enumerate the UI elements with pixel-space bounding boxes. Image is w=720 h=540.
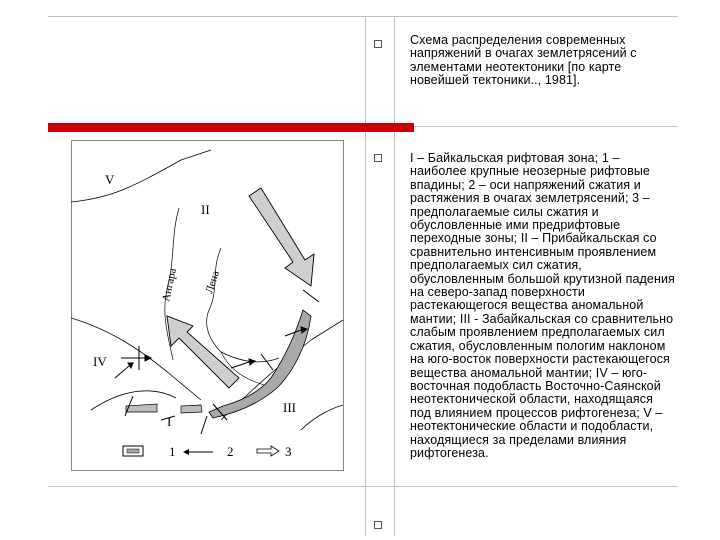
tectonic-stress-map [71, 140, 344, 471]
zone-label-iii: III [283, 400, 296, 415]
figure-caption: Схема распределения современных напряжений в очагах землетрясений с элементами неотектоники [по карте новейшей тектоники.., 1981]. [410, 33, 637, 88]
bottom-rule [48, 486, 678, 487]
column-rule-right [394, 16, 395, 536]
river-label-lena: Лена [203, 269, 222, 295]
zone-label-i: I [167, 414, 172, 429]
legend-description: I – Байкальская рифтовая зона; 1 – наиболее крупные неозерные рифтовые впадины; 2 – оси напряжений сжатия и растяжения в очагах землетрясений; 3 – предполагаемые силы сжатия и обусловленные ими предрифтовые переходные зоны; II – Прибайкальская со сравнительно интенсивным проявлением предполагаемых сил сжатия, обусловленным большой крутизной падения на северо-запад поверхности растекающегося вещества аномальной мантии; III - Забайкальская со сравнительно слабым проявлением предполагаемых сил сжатия, обусловленным пологим наклоном на юго-восток поверхности растекающегося вещества аномальной мантии; IV – юго-восточная подобласть Восточно-Саянской неотектонической области, находящаяся под влиянием процессов рифтогенеза; V – неотектонические области и подобласти, находящиеся за пределами влияния рифтогенеза. [410, 151, 675, 460]
bullet-icon [374, 40, 382, 48]
legend-label-3: 3 [285, 444, 292, 459]
rift-basin [181, 405, 202, 413]
legend-label-2: 2 [227, 444, 234, 459]
bullet-icon [374, 521, 382, 529]
river-label-angara: Ангара [160, 267, 179, 303]
zone-label-v: V [105, 172, 115, 187]
zone-label-iv: IV [93, 354, 107, 369]
zone-label-ii: II [201, 202, 210, 217]
legend-label-1: 1 [169, 444, 176, 459]
top-rule [48, 16, 678, 17]
accent-bar [48, 123, 414, 132]
bullet-icon [374, 154, 382, 162]
column-rule-left [365, 16, 366, 536]
